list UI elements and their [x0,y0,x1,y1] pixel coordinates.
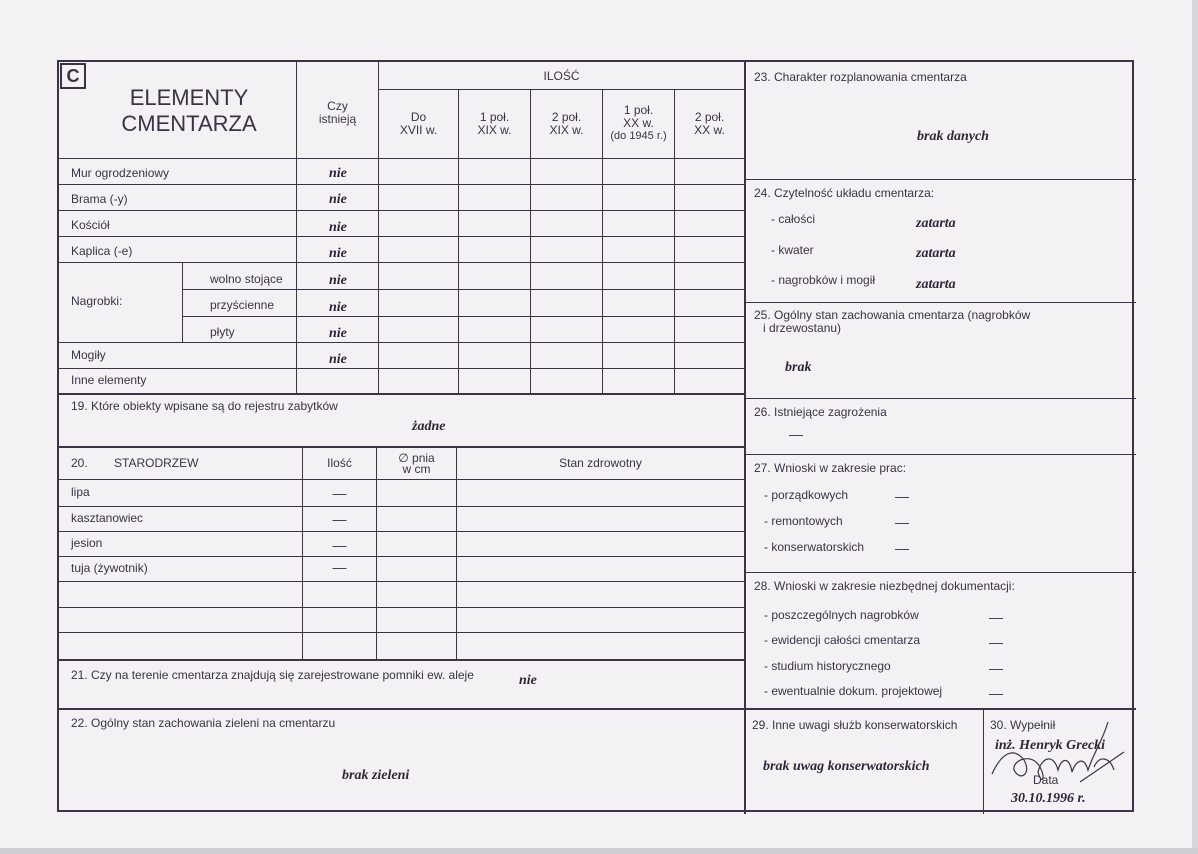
value-mogily: nie [329,352,347,367]
value-brama: nie [329,192,347,207]
s23-value: brak danych [917,129,989,144]
tree-name: lipa [71,485,90,499]
row-label-wolno: wolno stojące [210,272,283,286]
divider [59,158,744,159]
s24-item-label: - nagrobków i mogił [771,273,876,287]
col-header-l1: 2 poł. [551,110,582,124]
s25-value: brak [785,360,812,375]
divider [746,572,1136,573]
divider [59,708,1136,710]
s26-value: — [789,426,803,442]
s25-label-l2: i drzewostanu) [763,321,842,335]
s27-item-label: - porządkowych [764,488,849,502]
s30-label: 30. Wypełnił [990,718,1056,732]
divider [746,179,1136,180]
row-label-nagrobki: Nagrobki: [71,294,123,308]
s29-label: 29. Inne uwagi służb konserwatorskich [752,718,958,732]
row-label-brama: Brama (-y) [71,192,128,206]
s24-label: 24. Czytelność układu cmentarza: [754,186,935,200]
s21-label: 21. Czy na terenie cmentarza znajdują się zarejestrowane pomniki ew. aleje [71,668,474,682]
s28-item-label: - poszczególnych nagrobków [764,608,919,622]
s28-item-value: — [989,660,1003,676]
form-title-line2: CMENTARZA [121,111,257,136]
col-header-l2: XIX w. [549,123,584,137]
tree-count: — [332,485,347,501]
tree-count: — [332,537,347,553]
divider [59,607,744,608]
s28-item-value: — [989,609,1003,625]
divider [182,289,744,290]
col-header-l2: XX w. [623,116,654,130]
divider [59,506,744,507]
divider [59,393,744,395]
col-header-l1: 1 poł. [479,110,510,124]
divider [59,659,744,661]
value-plyty: nie [329,326,347,341]
tree-count: — [332,511,347,527]
s27-item-value: — [895,514,909,530]
s27-item-value: — [895,488,909,504]
col-header-l1: 2 poł. [694,110,725,124]
s20-stan-header: Stan zdrowotny [559,456,642,470]
divider [59,342,744,343]
s26-label: 26. Istniejące zagrożenia [754,405,887,419]
divider [746,454,1136,455]
s28-item-value: — [989,685,1003,701]
divider [182,262,183,342]
s24-item-value: zatarta [916,246,956,261]
divider [59,632,744,633]
s23-label: 23. Charakter rozplanowania cmentarza [754,70,967,84]
s30-date: 30.10.1996 r. [1011,791,1086,806]
divider [59,531,744,532]
column-separator [744,62,746,814]
s28-item-label: - studium historycznego [764,659,891,673]
tree-count: — [332,559,347,575]
value-kaplica: nie [329,246,347,261]
paper-bottom-edge [0,848,1198,854]
cemetery-form [57,60,1134,812]
s29-value: brak uwag konserwatorskich [763,759,930,774]
row-label-inne: Inne elementy [71,373,147,387]
row-label-przyscienne: przyścienne [210,298,275,312]
s24-item-value: zatarta [916,216,956,231]
section-letter-box: C [60,63,86,89]
s24-item-value: zatarta [916,277,956,292]
col-header-l1: Do [410,110,427,124]
s19-label: 19. Które obiekty wpisane są do rejestru zabytków [71,399,338,413]
col-header-l1: 1 poł. [623,103,654,117]
tree-name: jesion [71,536,103,550]
divider [59,446,744,448]
divider [59,210,744,211]
s27-item-label: - konserwatorskich [764,540,865,554]
value-przyscienne: nie [329,300,347,315]
s28-label: 28. Wnioski w zakresie niezbędnej dokumentacji: [754,579,1015,593]
s27-item-value: — [895,540,909,556]
exist-header-l2: istnieją [318,112,357,126]
divider [59,262,744,263]
signature-scribble [984,712,1134,792]
s20-pien-l1: ∅ pnia [398,451,435,465]
exist-header-l1: Czy [327,99,348,113]
s21-value: nie [519,673,537,688]
tree-name: kasztanowiec [71,511,144,525]
s27-item-label: - remontowych [764,514,843,528]
s30-name: inż. Henryk Grecki [995,738,1106,753]
row-label-mogily: Mogiły [71,348,106,362]
s19-value: żadne [412,419,446,434]
divider [59,556,744,557]
col-header-l2: XVII w. [399,123,438,137]
row-label-mur: Mur ogrodzeniowy [71,166,170,180]
divider [746,302,1136,303]
ilosc-header: ILOŚĆ [543,69,580,83]
s28-item-value: — [989,634,1003,650]
s24-item-label: - kwater [771,243,814,257]
row-label-kaplica: Kaplica (-e) [71,244,133,258]
s28-item-label: - ewentualnie dokum. projektowej [764,684,943,698]
s22-value: brak zieleni [342,768,410,783]
s24-item-label: - całości [771,212,816,226]
s20-num: 20. [71,456,88,470]
s20-label: STARODRZEW [114,456,199,470]
divider [59,184,744,185]
divider [59,581,744,582]
s20-pien-l2: w cm [402,462,431,476]
s22-label: 22. Ogólny stan zachowania zieleni na cmentarzu [71,716,336,730]
divider [59,479,744,480]
divider [746,398,1136,399]
s20-ilosc-header: Ilość [327,456,352,470]
divider [378,89,744,90]
paper-edge [1192,0,1198,854]
s25-label-l1: 25. Ogólny stan zachowania cmentarza (nagrobków [754,308,1031,322]
col-header-l3: (do 1945 r.) [610,130,667,142]
form-title-line1: ELEMENTY [129,85,249,110]
s28-item-label: - ewidencji całości cmentarza [764,633,921,647]
value-wolno: nie [329,273,347,288]
col-header-l2: XIX w. [477,123,512,137]
row-label-kosciol: Kościół [71,218,110,232]
divider [59,236,744,237]
s30-date-label: Data [1033,773,1059,787]
value-mur: nie [329,166,347,181]
divider [59,368,744,369]
s27-label: 27. Wnioski w zakresie prac: [754,461,907,475]
col-header-l2: XX w. [694,123,725,137]
divider [182,316,744,317]
row-label-plyty: płyty [210,325,235,339]
tree-name: tuja (żywotnik) [71,561,148,575]
value-kosciol: nie [329,220,347,235]
